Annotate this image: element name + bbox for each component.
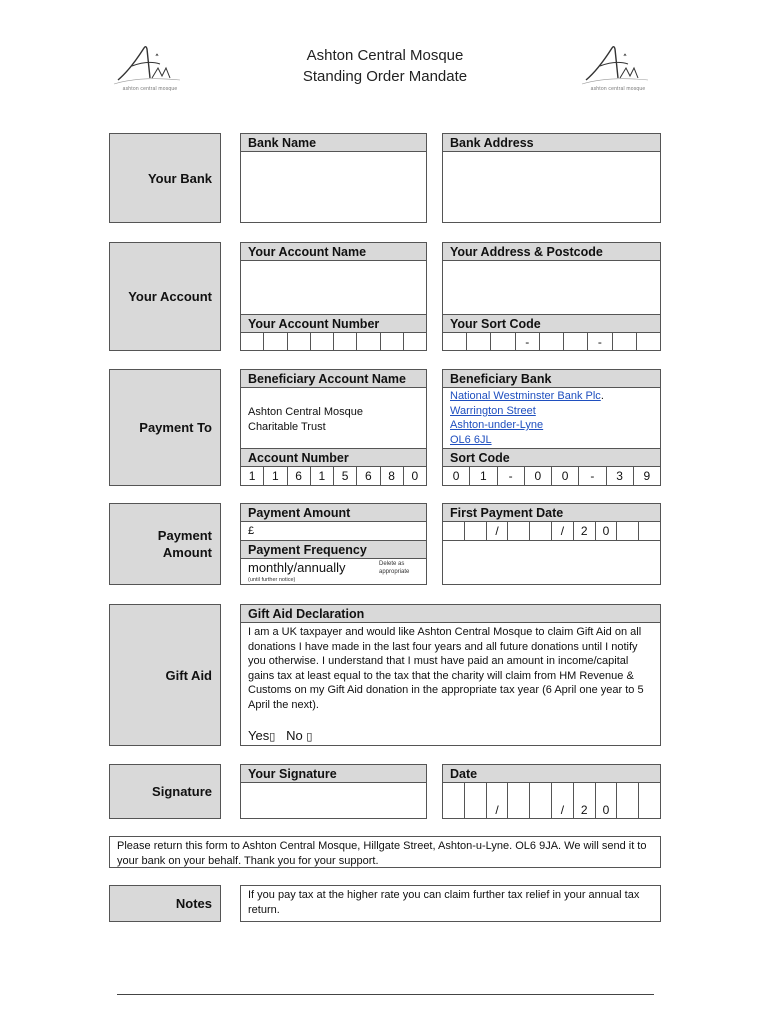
digit-box[interactable]: - xyxy=(588,333,612,350)
page-title xyxy=(250,45,520,87)
date-box[interactable] xyxy=(617,522,639,540)
date-box[interactable] xyxy=(617,783,639,818)
payment-amount-label-line-2: Amount xyxy=(162,545,212,560)
account-number-header: Your Account Number xyxy=(240,314,427,333)
bank-street-link[interactable]: Warrington Street xyxy=(450,404,536,417)
digit-box[interactable] xyxy=(311,333,334,350)
notes-label: Notes xyxy=(109,885,221,922)
sort-code-header: Your Sort Code xyxy=(442,314,661,333)
digit-box: 1 xyxy=(264,467,287,485)
bank-name-suffix: . xyxy=(600,390,604,402)
sort-code-boxes[interactable] xyxy=(442,332,661,351)
digit-box[interactable] xyxy=(637,333,661,350)
digit-box[interactable] xyxy=(241,333,264,350)
digit-box: 5 xyxy=(334,467,357,485)
signature-field[interactable] xyxy=(240,782,427,819)
mosque-logo-icon xyxy=(110,40,190,86)
payment-amount-field[interactable] xyxy=(240,521,427,541)
mosque-logo-icon xyxy=(578,40,658,86)
payment-frequency-header: Payment Frequency xyxy=(240,540,427,559)
payment-amount-label-line-1: Payment xyxy=(157,528,212,543)
date-box[interactable]: / xyxy=(552,522,574,540)
signature-label: Signature xyxy=(109,764,221,819)
date-box[interactable]: 2 xyxy=(574,522,596,540)
digit-box[interactable] xyxy=(404,333,427,350)
beneficiary-sort-code-boxes xyxy=(442,466,661,486)
your-account-label: Your Account xyxy=(109,242,221,351)
bank-address-header: Bank Address xyxy=(442,133,661,152)
frequency-note: (until further notice) xyxy=(248,577,296,583)
your-signature-header: Your Signature xyxy=(240,764,427,783)
gift-aid-options xyxy=(248,728,312,743)
bank-address-field[interactable] xyxy=(442,151,661,223)
digit-box: - xyxy=(579,467,606,485)
payment-amount-header: Payment Amount xyxy=(240,503,427,522)
digit-box: 0 xyxy=(404,467,427,485)
digit-box[interactable] xyxy=(613,333,637,350)
digit-box: - xyxy=(498,467,525,485)
address-postcode-header: Your Address & Postcode xyxy=(442,242,661,261)
digit-box[interactable]: - xyxy=(516,333,540,350)
digit-box: 0 xyxy=(525,467,552,485)
currency-symbol: £ xyxy=(248,525,255,537)
account-number-boxes[interactable] xyxy=(240,332,427,351)
beneficiary-bank-header: Beneficiary Bank xyxy=(442,369,661,388)
frequency-value: monthly/annually xyxy=(248,560,346,575)
beneficiary-account-name-value xyxy=(240,387,427,449)
digit-box: 9 xyxy=(634,467,661,485)
date-box[interactable] xyxy=(443,522,465,540)
account-name-header: Your Account Name xyxy=(240,242,427,261)
signature-date-boxes[interactable] xyxy=(442,782,661,819)
date-box[interactable]: 0 xyxy=(596,522,618,540)
gift-aid-yes-label: Yes xyxy=(248,728,270,743)
mosque-logo-right xyxy=(578,40,658,100)
gift-aid-yes-checkbox[interactable]: ▯ xyxy=(269,731,276,743)
date-box[interactable]: / xyxy=(487,522,509,540)
date-box[interactable] xyxy=(530,522,552,540)
beneficiary-account-number-header: Account Number xyxy=(240,448,427,467)
return-instructions: Please return this form to Ashton Central Mosque, Hillgate Street, Ashton-u-Lyne. OL6 9JA. We will send it to your bank on your behalf. Thank you for your support. xyxy=(109,836,661,868)
gift-aid-no-checkbox[interactable]: ▯ xyxy=(306,731,313,743)
date-box[interactable]: 2 xyxy=(574,783,596,818)
logo-caption: ashton central mosque xyxy=(590,86,646,92)
date-box[interactable] xyxy=(639,783,661,818)
digit-box[interactable] xyxy=(467,333,491,350)
digit-box[interactable] xyxy=(491,333,515,350)
bank-town-link[interactable]: Ashton-under-Lyne xyxy=(450,419,544,432)
digit-box[interactable] xyxy=(381,333,404,350)
first-payment-blank-area xyxy=(442,540,661,585)
beneficiary-bank-line-1 xyxy=(450,389,653,404)
digit-box: 6 xyxy=(357,467,380,485)
title-line-2: Standing Order Mandate xyxy=(302,68,468,85)
footer-divider xyxy=(117,994,654,995)
bank-postcode-link[interactable]: OL6 6JL xyxy=(450,433,492,446)
gift-aid-header: Gift Aid Declaration xyxy=(240,604,661,623)
notes-text: If you pay tax at the higher rate you can claim further tax relief in your annual tax return. xyxy=(240,885,661,922)
delete-note xyxy=(379,560,409,576)
mosque-logo-left xyxy=(110,40,190,100)
digit-box[interactable] xyxy=(288,333,311,350)
date-box[interactable]: / xyxy=(487,783,509,818)
address-postcode-field[interactable] xyxy=(442,260,661,315)
beneficiary-account-number-boxes xyxy=(240,466,427,486)
digit-box: 8 xyxy=(381,467,404,485)
gift-aid-declaration-box xyxy=(240,622,661,746)
digit-box[interactable] xyxy=(264,333,287,350)
digit-box: 6 xyxy=(288,467,311,485)
beneficiary-sort-code-header: Sort Code xyxy=(442,448,661,467)
date-box[interactable] xyxy=(508,783,530,818)
delete-note-line-1: Delete as xyxy=(379,561,405,567)
payment-amount-label xyxy=(109,503,221,585)
payment-frequency-field[interactable] xyxy=(240,558,427,585)
account-name-field[interactable] xyxy=(240,260,427,315)
digit-box[interactable] xyxy=(357,333,380,350)
date-box[interactable]: 0 xyxy=(596,783,618,818)
date-box[interactable] xyxy=(443,783,465,818)
gift-aid-label: Gift Aid xyxy=(109,604,221,746)
first-payment-date-header: First Payment Date xyxy=(442,503,661,522)
date-box[interactable] xyxy=(465,783,487,818)
beneficiary-name-line-1: Ashton Central Mosque xyxy=(248,406,363,418)
logo-caption: ashton central mosque xyxy=(122,86,178,92)
digit-box: 1 xyxy=(311,467,334,485)
your-bank-label: Your Bank xyxy=(109,133,221,223)
digit-box[interactable] xyxy=(564,333,588,350)
bank-name-header: Bank Name xyxy=(240,133,427,152)
bank-name-field[interactable] xyxy=(240,151,427,223)
digit-box: 3 xyxy=(607,467,634,485)
digit-box: 1 xyxy=(241,467,264,485)
first-payment-date-boxes[interactable] xyxy=(442,521,661,541)
date-box[interactable]: / xyxy=(552,783,574,818)
digit-box[interactable] xyxy=(443,333,467,350)
digit-box[interactable] xyxy=(540,333,564,350)
beneficiary-name-line-2: Charitable Trust xyxy=(248,420,326,433)
gift-aid-no-label: No xyxy=(286,728,303,743)
date-box[interactable] xyxy=(530,783,552,818)
signature-date-header: Date xyxy=(442,764,661,783)
bank-name-link[interactable]: National Westminster Bank Plc xyxy=(450,390,601,402)
date-box[interactable] xyxy=(639,522,661,540)
payment-to-label: Payment To xyxy=(109,369,221,486)
delete-note-line-2: appropriate xyxy=(379,569,410,575)
gift-aid-declaration-text: I am a UK taxpayer and would like Ashton Central Mosque to claim Gift Aid on all donations I have made in the last four years and all future donations until I notify you otherwise. I understand that I must have paid an amount in income/capital gains tax at least equal to the tax that the charity will claim from HM Revenue & Customs on my Gift Aid donation in the appropriate tax year (6 April one year to 5 April the next). xyxy=(248,626,644,711)
date-box[interactable] xyxy=(508,522,530,540)
date-box[interactable] xyxy=(465,522,487,540)
digit-box: 1 xyxy=(470,467,497,485)
beneficiary-account-name-header: Beneficiary Account Name xyxy=(240,369,427,388)
digit-box[interactable] xyxy=(334,333,357,350)
title-line-1: Ashton Central Mosque xyxy=(306,47,464,64)
digit-box: 0 xyxy=(552,467,579,485)
digit-box: 0 xyxy=(443,467,470,485)
beneficiary-bank-value xyxy=(442,387,661,449)
